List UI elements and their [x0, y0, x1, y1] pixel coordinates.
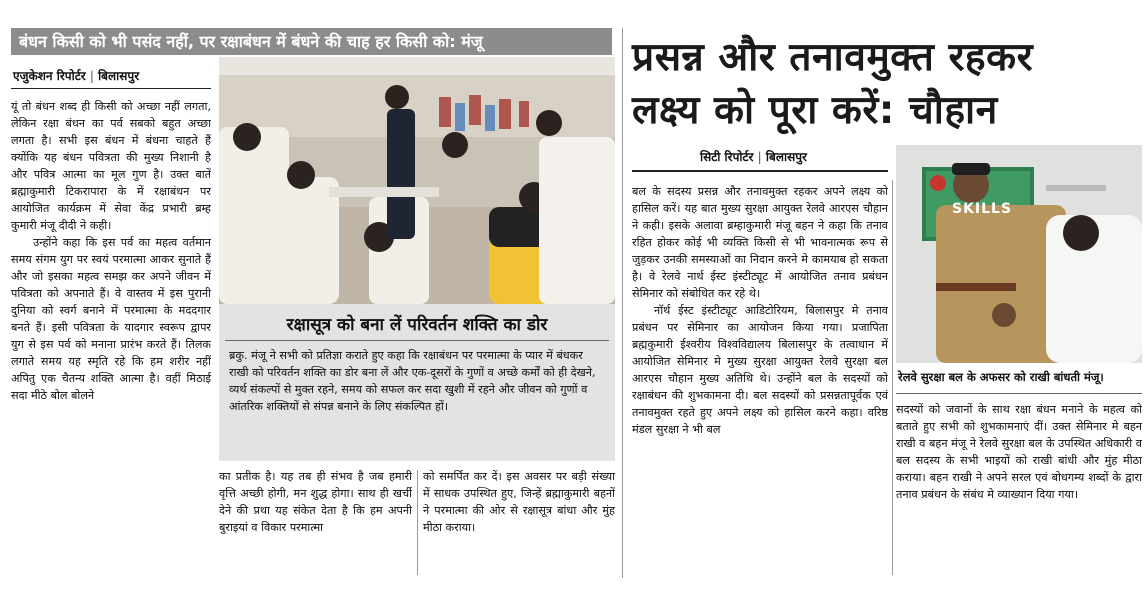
- rakshabandhan-crowd-photo: [219, 57, 615, 304]
- right-column-divider: [892, 180, 893, 575]
- right-byline-rule: [632, 170, 888, 172]
- left-story-column-3: [423, 468, 615, 578]
- left-col1-paragraph: उन्होंने कहा कि इस पर्व का महत्व वर्तमान समय संगम युग पर स्वयं परमात्मा आकर सुनाते हैं और जो इसका महत्व समझ कर अपने जीवन में पवित्रता को अपनाते हैं। वे वास्तव में इस पुरानी दुनिया को स्वर्ग बनाने में परमात्मा के मददगार बनते हैं। इसी पवित्रता के यादगार स्वरूप द्वापर युग से इस पर्व को मनाना प्रारंभ करते हैं। तिलक लगाते समय यह स्मृति रहे कि हम शरीर नहीं अपितु एक चैतन्य शक्ति आत्मा है। वहीं मिठाई सदा मीठे बोल बोलने: [11, 236, 211, 402]
- right-col1-paragraph: बल के सदस्य प्रसन्न और तनावमुक्त रहकर अपने लक्ष्य को हासिल करें। यह बात मुख्य सुरक्षा आयुक्त रेलवे आरएस चौहान ने कही। इसके अलावा ब्रम्हाकुमारी मंजू बहन ने कहा कि तनाव रहित होकर कोई भी व्यक्ति किसी से भी भावनात्मक रूप से जुड़कर उनकी समस्याओं का निदान करने मे कामयाब हो सकता है। वे रेलवे नार्थ ईस्ट इंस्टीट्यूट में आयोजित तनाव प्रबंधन सेमिनार को संबोधित कर रहे थे।: [632, 185, 888, 300]
- officer-photo-illustration: [896, 145, 1142, 363]
- page-story-divider: [622, 28, 623, 578]
- left-col3-text: को समर्पित कर दें। इस अवसर पर बड़ी संख्या में साधक उपस्थित हुए, जिन्हें ब्रह्माकुमारी बहनों ने परमात्मा की ओर से रक्षासूत्र बांधा और मुंह मीठा कराया।: [423, 470, 615, 534]
- left-col2-text: का प्रतीक है। यह तब ही संभव है जब हमारी वृत्ति अच्छी होगी, मन शुद्ध होगा। साथ ही खर्ची देने की प्रथा यह संकेत देता है कि हम अपनी बुराइयां व विकार परमात्मा: [219, 470, 412, 534]
- left-byline-reporter: एजुकेशन रिपोर्टर: [13, 69, 86, 83]
- left-col1-paragraph: यूं तो बंधन शब्द ही किसी को अच्छा नहीं लगता, लेकिन रक्षा बंधन का पर्व सबको बहुत अच्छा लगता है। सभी इस बंधन में बंधना चाहते हैं क्योंकि यह बंधन पवित्रता की मुख्य निशानी है और पवित्र आत्मा का मूल गुण है। उक्त बातें ब्रह्माकुमारी टिकरापारा के में रक्षाबंधन पर आयोजित कार्यक्रम में सेवा केंद्र प्रभारी ब्रम्ह कुमारी मंजू दीदी ने कही।: [11, 100, 211, 232]
- rakshasutra-sidebar-box: [219, 304, 615, 461]
- right-story-headline-line1: प्रसन्न और तनावमुक्त रहकर: [632, 35, 1034, 80]
- photo-sign-text: SKILLS: [952, 201, 1013, 217]
- left-byline-separator: |: [89, 69, 94, 83]
- right-story-headline-line2: लक्ष्य को पूरा करें: चौहान: [632, 88, 998, 133]
- left-column-divider: [417, 470, 418, 575]
- left-byline: [13, 67, 213, 84]
- caption-rule: [896, 393, 1142, 394]
- left-story-banner-headline: बंधन किसी को भी पसंद नहीं, पर रक्षाबंधन में बंधने की चाह हर किसी को: मंजू: [11, 28, 612, 55]
- right-col2-text: सदस्यों को जवानों के साथ रक्षा बंधन मनाने के महत्व को बताते हुए सभी को शुभकामनाएं दीं। उक्त सेमिनार मे बहन राखी व बहन मंजू ने रेलवे सुरक्षा बल के उपस्थित अधिकारी व बल सदस्य के सभी भाइयों को राखी बांधी और मुंह मीठा कराया। बहन राखी ने अपने सरल एवं बोधगम्य शब्दों के द्वारा तनाव प्रबंधन के संबंध मे व्याख्यान दिया गया।: [896, 403, 1142, 501]
- officer-rakhi-photo: [896, 145, 1142, 363]
- left-byline-place: बिलासपुर: [98, 69, 140, 83]
- right-byline-separator: |: [757, 150, 762, 164]
- right-story-column-1: [632, 183, 888, 578]
- officer-photo-caption: रेलवे सुरक्षा बल के अफसर को राखी बांधती मंजू।: [898, 370, 1104, 384]
- left-story-column-2: [219, 468, 412, 578]
- right-byline-place: बिलासपुर: [765, 150, 807, 164]
- right-story-column-2: [896, 401, 1142, 578]
- sidebar-box-rule: [225, 340, 609, 341]
- right-byline: [700, 148, 880, 165]
- right-byline-reporter: सिटी रिपोर्टर: [700, 150, 754, 164]
- right-col1-paragraph: नॉर्थ ईस्ट इंस्टीट्यूट आडिटोरियम, बिलासपुर मे तनाव प्रबंधन पर सेमिनार का आयोजन किया गया। प्रजापिता ब्रह्मकुमारी ईश्वरीय विश्वविद्यालय बिलासपुर के तत्वाधान में आयोजित सेमिनार मे मुख्य सुरक्षा आयुक्त रेलवे सुरक्षा बल आरएस चौहान मुख्य अतिथि थे। उन्होंने बल के सदस्यों को रक्षाबंधन की शुभकामना दी। बल सदस्यों को प्रसन्नतापूर्वक एवं तनावमुक्त रहते हुए अपने लक्ष्य को हासिल करने कहा। वरिष्ठ मंडल सुरक्षा ने भी बल: [632, 304, 888, 436]
- left-story-column-1: [11, 98, 211, 578]
- crowd-photo-illustration: [219, 57, 615, 304]
- sidebar-box-text: ब्रकु. मंजू ने सभी को प्रतिज्ञा कराते हुए कहा कि रक्षाबंधन पर परमात्मा के प्यार में बंधकर राखी को परिवर्तन शक्ति का डोर बना लें और एक-दूसरों के गुणों व अच्छे कर्मों को ही देखने, व्यर्थ संकल्पों से मुक्त रहने, समय को सफल कर सदा खुशी में रहने और जीवन को गुणों व आंतरिक शक्तियों से संपन्न बनाने के लिए संकल्पित हों।: [229, 349, 596, 413]
- sidebar-box-title: रक्षासूत्र को बना लें परिवर्तन शक्ति का डोर: [286, 315, 548, 335]
- left-byline-rule: [11, 88, 211, 89]
